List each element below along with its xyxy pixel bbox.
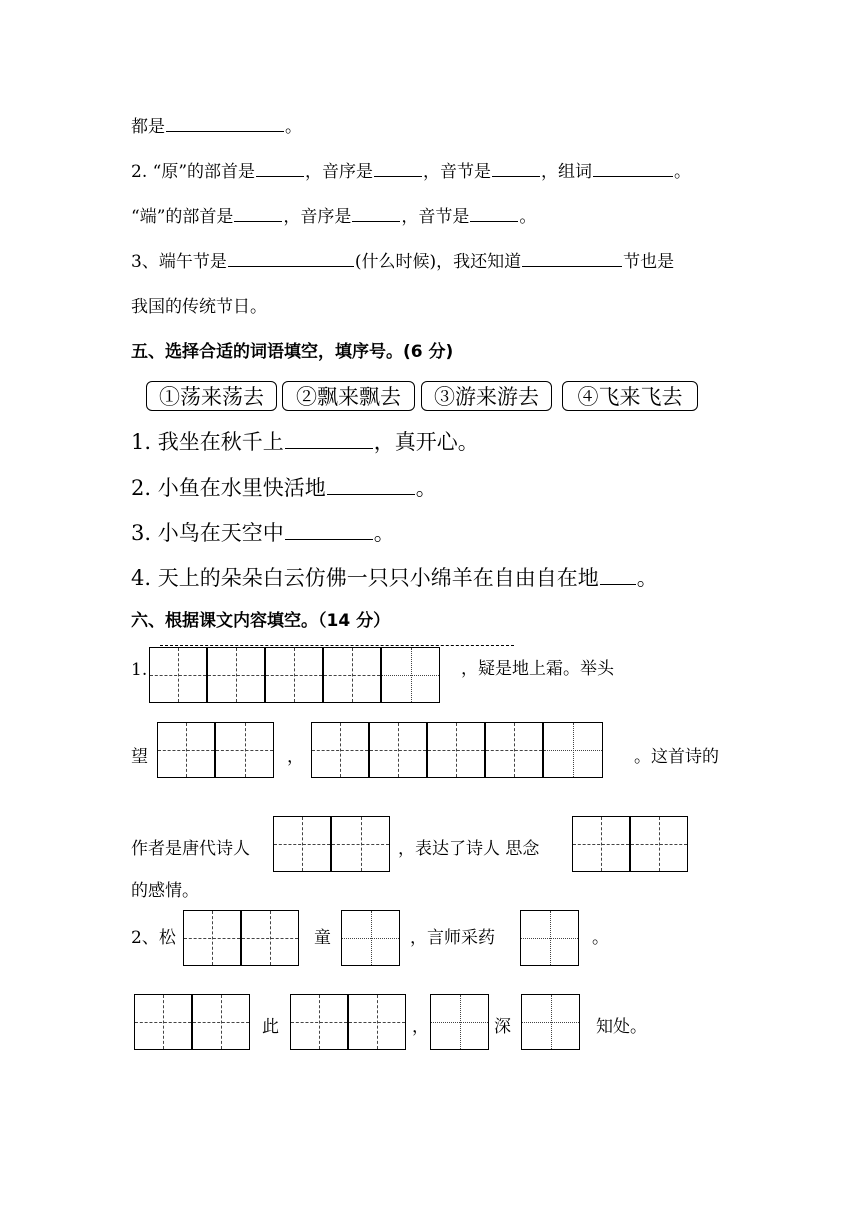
tianzige-box[interactable] [630, 816, 688, 872]
q3-text-d: 我国的传统节日。 [131, 297, 267, 317]
q3-text-c: 节也是 [623, 252, 675, 272]
p1-text-express: ，表达了诗人 思念 [398, 839, 540, 859]
tianzige-box[interactable] [341, 910, 400, 966]
q2b-text-c: ，音节是 [401, 207, 470, 227]
s5-q1-text-b: ，真开心。 [373, 430, 479, 454]
p1-text-c: 。这首诗的 [634, 747, 719, 767]
s5-q1 [131, 432, 479, 453]
q2-text-d: ，组词 [541, 162, 593, 182]
tianzige-box[interactable] [572, 816, 630, 872]
q3-text-b: (什么时候)，我还知道 [354, 252, 522, 272]
q2-text-b: ，音序是 [305, 162, 374, 182]
s5-q2 [131, 478, 437, 499]
fill-line-0 [131, 119, 302, 136]
q2-duan [131, 209, 536, 226]
blank-line0[interactable] [166, 130, 284, 132]
section-5-title: 五、选择合适的词语填空，填序号。(6 分) [131, 342, 454, 362]
q2-yuan [131, 164, 691, 181]
tianzige-box[interactable] [521, 994, 580, 1050]
tianzige-box[interactable] [157, 722, 215, 778]
tianzige-box[interactable] [192, 994, 250, 1050]
period: 。 [285, 117, 302, 137]
tianzige-box[interactable] [430, 994, 489, 1050]
blank-radical-2[interactable] [234, 220, 282, 222]
period: 。 [415, 476, 437, 500]
tianzige-box[interactable] [543, 722, 603, 778]
blank-order-2[interactable] [352, 220, 400, 222]
q3-festival [131, 254, 674, 271]
q2-text-a: 2. “原”的部首是 [131, 162, 256, 182]
tianzige-box[interactable] [369, 722, 427, 778]
option-2: ②飘来飘去 [282, 381, 415, 411]
tianzige-box[interactable] [323, 647, 381, 703]
blank-s5-q1[interactable] [285, 447, 373, 449]
p1-text-author: 作者是唐代诗人 [131, 839, 250, 859]
s5-q2-text-a: 2. 小鱼在水里快活地 [131, 476, 326, 500]
section-6-title: 六、根据课文内容填空。（14 分） [131, 611, 391, 631]
blank-festival[interactable] [522, 265, 622, 267]
blank-s5-q4[interactable] [600, 583, 636, 585]
comma: ， [287, 747, 304, 767]
p2-text-ci: 此 [262, 1017, 279, 1037]
p1-text-feeling: 的感情。 [131, 881, 199, 901]
option-4: ④飞来飞去 [562, 381, 698, 411]
s5-q4 [131, 568, 658, 589]
period: 。 [373, 521, 395, 545]
tianzige-box[interactable] [520, 910, 579, 966]
tianzige-box[interactable] [348, 994, 406, 1050]
p2-text-zhichu: 知处。 [596, 1017, 647, 1037]
blank-s5-q2[interactable] [327, 493, 415, 495]
tianzige-box[interactable] [381, 647, 440, 703]
tianzige-box[interactable] [265, 647, 323, 703]
dashed-rule [160, 645, 514, 646]
q2b-text-b: ，音序是 [283, 207, 352, 227]
p1-text-wang: 望 [131, 747, 148, 767]
tianzige-box[interactable] [149, 647, 207, 703]
tianzige-box[interactable] [311, 722, 369, 778]
period: 。 [636, 566, 658, 590]
tianzige-box[interactable] [427, 722, 485, 778]
p2-text-tong: 童 [314, 928, 331, 948]
s5-q1-text-a: 1. 我坐在秋千上 [131, 430, 284, 454]
period: 。 [519, 207, 537, 227]
period: 。 [592, 928, 609, 948]
period: 。 [674, 162, 692, 182]
comma: ， [412, 1017, 429, 1037]
q2-text-c: ，音节是 [423, 162, 492, 182]
blank-order[interactable] [374, 175, 422, 177]
s5-q3 [131, 523, 395, 544]
p2-text-yan: ，言师采药 [410, 928, 495, 948]
option-1: ①荡来荡去 [146, 381, 277, 411]
option-3: ③游来游去 [421, 381, 552, 411]
p1-number: 1. [131, 660, 148, 680]
blank-when[interactable] [228, 265, 354, 267]
blank-syllable[interactable] [492, 175, 540, 177]
blank-syllable-2[interactable] [470, 220, 518, 222]
line0-text: 都是 [131, 117, 165, 137]
tianzige-box[interactable] [207, 647, 265, 703]
tianzige-box[interactable] [183, 910, 241, 966]
s5-q3-text-a: 3. 小鸟在天空中 [131, 521, 284, 545]
blank-radical[interactable] [256, 175, 304, 177]
p1-text-a: ，疑是地上霜。举头 [461, 659, 614, 679]
tianzige-box[interactable] [290, 994, 348, 1050]
blank-s5-q3[interactable] [285, 538, 373, 540]
tianzige-box[interactable] [134, 994, 192, 1050]
tianzige-box[interactable] [241, 910, 299, 966]
tianzige-box[interactable] [215, 722, 274, 778]
tianzige-box[interactable] [485, 722, 543, 778]
p2-text-song: 2、松 [131, 928, 176, 948]
blank-word[interactable] [593, 175, 673, 177]
q2b-text-a: “端”的部首是 [131, 207, 234, 227]
p2-text-shen: 深 [494, 1017, 511, 1037]
tianzige-box[interactable] [331, 816, 390, 872]
s5-q4-text-a: 4. 天上的朵朵白云仿佛一只只小绵羊在自由自在地 [131, 566, 599, 590]
q3-text-a: 3、端午节是 [131, 252, 227, 272]
tianzige-box[interactable] [273, 816, 331, 872]
